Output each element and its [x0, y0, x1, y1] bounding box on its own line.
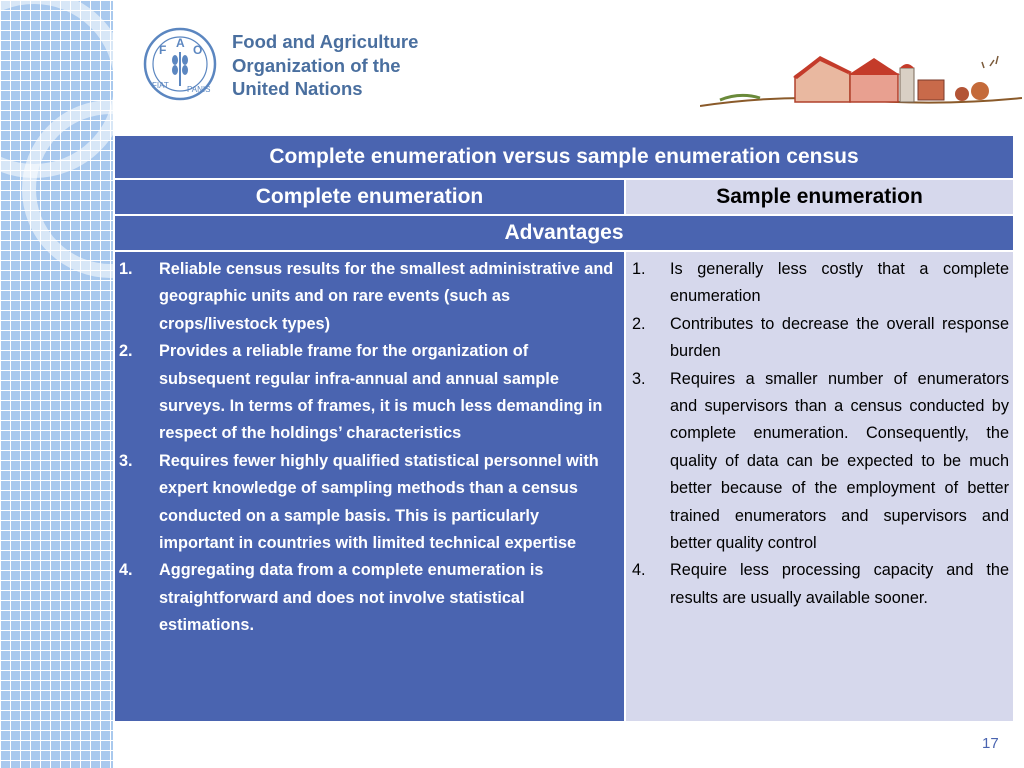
advantages-list-complete [115, 252, 624, 640]
org-name-line-3: United Nations [232, 78, 363, 99]
list-item [119, 338, 618, 448]
svg-text:A: A [176, 36, 185, 50]
item-text: Requires a smaller number of enumerators and supervisors than a census conducted by complete enumeration. Consequently, the quality of data can be expected to be much better because of the employment of better trained enumerators and supervisors and better quality control [670, 369, 1010, 553]
item-number: 1. [119, 260, 133, 278]
item-text: Provides a reliable frame for the organization of subsequent regular infra-annual and annual sample surveys. In terms of frames, it is much less demanding in respect of the holdings’ characteristics [159, 342, 603, 443]
column-header-complete: Complete enumeration [114, 179, 625, 215]
item-text: Aggregating data from a complete enumeration is straightforward and does not involve statistical estimations. [159, 561, 544, 635]
item-number: 3. [119, 451, 133, 470]
item-number: 4. [119, 561, 133, 580]
table-title: Complete enumeration versus sample enumeration census [114, 135, 1014, 179]
complete-enumeration-advantages [114, 251, 625, 722]
item-number: 1. [632, 260, 646, 278]
list-item [632, 366, 1009, 558]
item-number: 4. [632, 561, 646, 580]
svg-text:F: F [159, 43, 167, 57]
svg-text:FIAT: FIAT [152, 81, 169, 90]
farm-illustration [700, 44, 1022, 110]
fao-logo [143, 24, 218, 104]
organization-name [232, 30, 418, 101]
list-item [632, 256, 1009, 311]
list-item [119, 256, 618, 338]
item-text: Is generally less costly that a complete enumeration [670, 260, 1010, 306]
item-text: Require less processing capacity and the results are usually available sooner. [670, 561, 1010, 607]
item-number: 3. [632, 369, 646, 388]
list-item [632, 311, 1009, 366]
list-item [119, 557, 618, 639]
comparison-table [113, 134, 1015, 723]
sample-enumeration-advantages [625, 251, 1014, 722]
svg-text:O: O [193, 43, 203, 57]
list-item [632, 557, 1009, 612]
item-text: Reliable census results for the smallest administrative and geographic units and on rare events (such as crops/livestock types) [159, 260, 614, 333]
advantages-list-sample [626, 252, 1013, 612]
list-item [119, 448, 618, 558]
column-header-sample: Sample enumeration [625, 179, 1014, 215]
item-number: 2. [632, 314, 646, 333]
item-text: Requires fewer highly qualified statistical personnel with expert knowledge of sampling methods than a census conducted on a sample basis. This is particularly important in countries with limited technical expertise [159, 451, 599, 553]
item-text: Contributes to decrease the overall response burden [670, 314, 1010, 361]
section-label-advantages: Advantages [114, 215, 1014, 251]
svg-text:PANIS: PANIS [187, 85, 211, 94]
org-name-line-1: Food and Agriculture [232, 31, 419, 52]
org-name-line-2: Organization of the [232, 54, 401, 76]
item-number: 2. [119, 342, 133, 361]
page-number: 17 [982, 735, 999, 752]
